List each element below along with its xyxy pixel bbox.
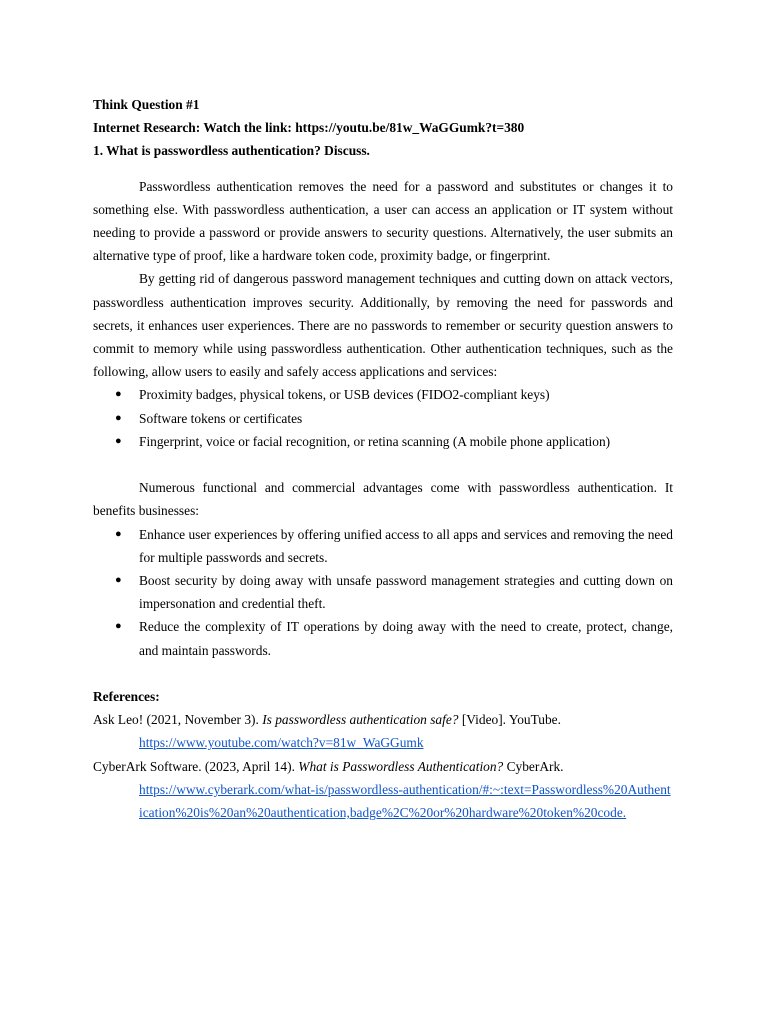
list-item-text: Boost security by doing away with unsafe password management strategies and cutting down on impersonation and credential theft. — [139, 573, 673, 612]
reference-prefix: CyberArk Software. (2023, April 14). — [93, 758, 299, 774]
document-page — [93, 93, 673, 824]
list-item-text: Proximity badges, physical tokens, or USB devices (FIDO2-compliant keys) — [139, 387, 550, 403]
question-heading: 1. What is passwordless authentication? Discuss. — [93, 143, 370, 159]
list-item-text: Software tokens or certificates — [139, 410, 303, 426]
list-item-text: Enhance user experiences by offering unified access to all apps and services and removing the need for multiple passwords and secrets. — [139, 526, 673, 565]
paragraph-3: Numerous functional and commercial advantages come with passwordless authentication. It benefits businesses: — [93, 480, 673, 519]
bullet-icon: ● — [115, 574, 122, 587]
bullet-icon: ● — [115, 620, 122, 633]
reference-link[interactable]: https://www.cyberark.com/what-is/passwordless-authentication/#:~:text=Passwordless%20Authentication%20is%20an%20authentication,badge%2C%20or%20hardware%20token%20code. — [139, 781, 671, 821]
reference-entry — [93, 755, 673, 825]
authentication-methods-list — [93, 383, 673, 453]
paragraph-2: By getting rid of dangerous password management techniques and cutting down on attack vectors, passwordless authentication improves security. Additionally, by removing the need for passwords and secrets, it enhances user experiences. There are no passwords to remember or security question answers to commit to memory while using passwordless authentication. Other authentication techniques, such as the following, allow users to easily and safely access applications and services: — [93, 271, 673, 380]
list-item-text: Reduce the complexity of IT operations by doing away with the need to create, protect, change, and maintain passwords. — [139, 619, 673, 658]
reference-suffix: [Video]. YouTube. — [458, 712, 561, 728]
bullet-icon: ● — [115, 388, 122, 401]
list-item — [93, 407, 673, 430]
bullet-icon: ● — [115, 411, 122, 424]
reference-title: What is Passwordless Authentication? — [298, 758, 504, 774]
research-line: Internet Research: Watch the link: https://youtu.be/81w_WaGGumk?t=380 — [93, 120, 525, 136]
reference-citation — [93, 755, 673, 778]
reference-citation — [93, 708, 673, 731]
list-item — [93, 523, 673, 569]
spacer — [93, 453, 673, 476]
references-heading: References: — [93, 689, 160, 705]
business-benefits-list — [93, 523, 673, 662]
reference-entry — [93, 708, 673, 754]
document-title: Think Question #1 — [93, 97, 200, 112]
list-item — [93, 383, 673, 406]
bullet-icon: ● — [115, 434, 122, 447]
spacer — [93, 163, 673, 175]
reference-suffix: CyberArk. — [503, 758, 564, 774]
list-item-text: Fingerprint, voice or facial recognition, or retina scanning (A mobile phone application) — [139, 433, 611, 449]
spacer — [93, 662, 673, 685]
list-item — [93, 430, 673, 453]
bullet-icon: ● — [115, 527, 122, 540]
reference-link[interactable]: https://www.youtube.com/watch?v=81w_WaGGumk — [139, 735, 424, 751]
paragraph-1: Passwordless authentication removes the need for a password and substitutes or changes it to something else. With passwordless authentication, a user can access an application or IT system without needing to provide a password or provide answers to security questions. Alternatively, the user submits an alternative type of proof, like a hardware token code, proximity badge, or fingerprint. — [93, 178, 673, 264]
reference-title: Is passwordless authentication safe? — [262, 712, 459, 728]
list-item — [93, 569, 673, 615]
list-item — [93, 615, 673, 661]
reference-prefix: Ask Leo! (2021, November 3). — [93, 712, 263, 728]
